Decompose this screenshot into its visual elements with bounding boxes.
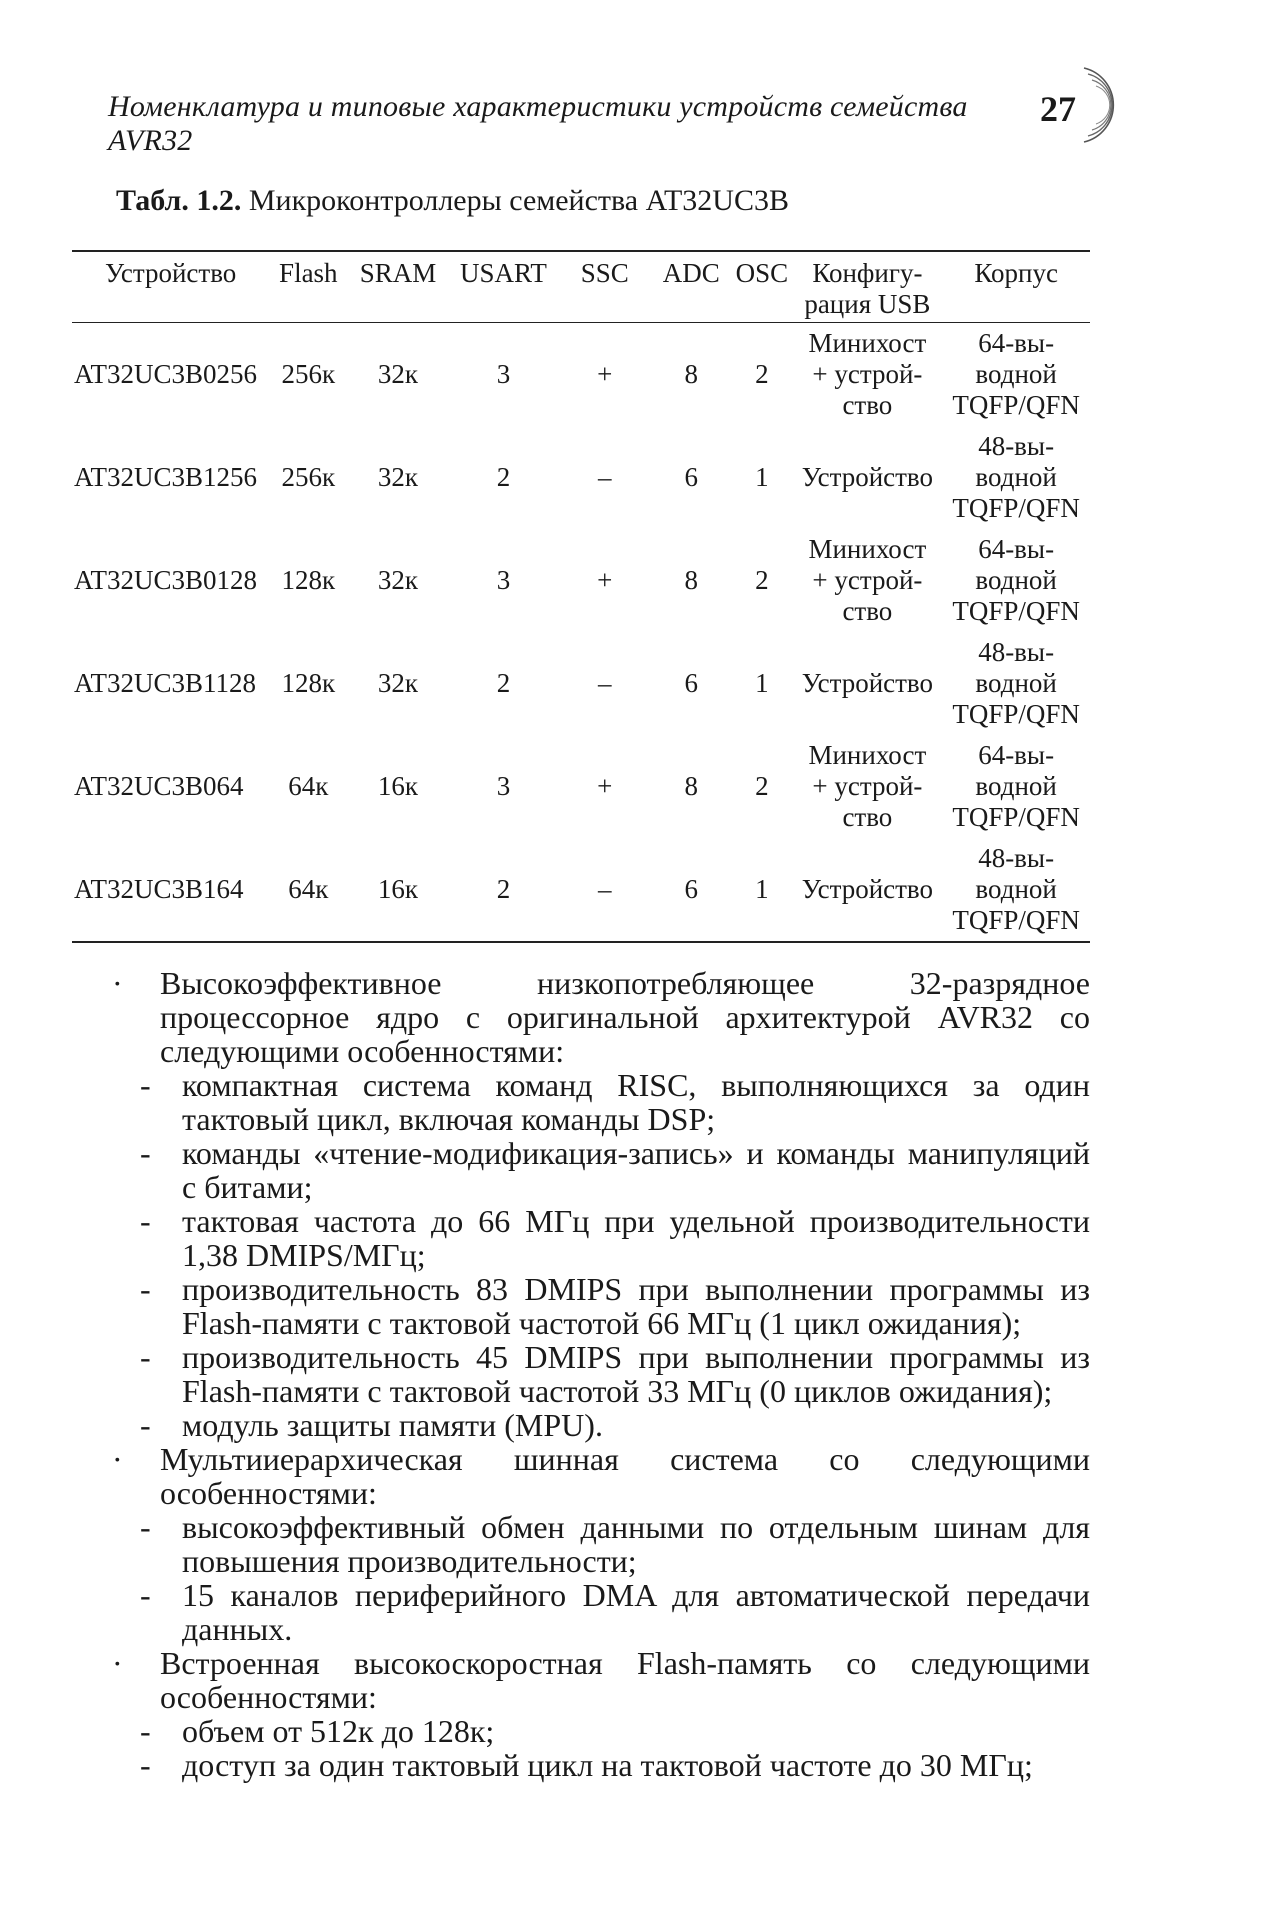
cell-flash: 128к — [281, 668, 336, 698]
cell-osc: 2 — [755, 771, 769, 801]
dash-mark: - — [140, 1577, 151, 1613]
list-item — [138, 1204, 1090, 1272]
cell-sram: 32к — [377, 565, 419, 595]
list-item-text: высокоэффективный обмен данными по отдельным шинам для повышения производительности; — [182, 1509, 1090, 1579]
cell-flash: 128к — [281, 565, 336, 595]
dash-mark: - — [140, 1509, 151, 1545]
table-caption — [116, 184, 789, 218]
header-usart: USART — [449, 251, 559, 323]
list-item — [138, 1408, 1090, 1442]
bullet-mark: · — [112, 1441, 123, 1477]
list-item-text: 15 каналов периферийного DMA для автоматической передачи данных. — [182, 1577, 1090, 1647]
sub-list — [104, 1068, 1090, 1442]
list-item-text: компактная система команд RISC, выполняющихся за один тактовый цикл, включая команды DSP; — [182, 1067, 1090, 1137]
cell-usb-config: Минихост + устрой- ство — [808, 740, 927, 832]
cell-sram: 16к — [347, 838, 448, 942]
cell-usart: 3 — [496, 565, 511, 595]
cell-package: 64-вы- водной TQFP/QFN — [952, 740, 1080, 832]
list-item — [138, 1510, 1090, 1578]
cell-ssc: + — [597, 565, 613, 595]
bullet-mark: · — [112, 1645, 123, 1681]
cell-package: 48-вы- водной TQFP/QFN — [952, 431, 1080, 523]
running-header: Номенклатура и типовые характеристики устройств семейства AVR32 — [108, 90, 968, 157]
table-row — [72, 838, 1090, 942]
cell-sram: 16к — [377, 771, 419, 801]
table-row — [72, 529, 1090, 632]
microcontroller-table — [72, 250, 1090, 943]
table-header-row — [72, 251, 1090, 323]
cell-usart: 2 — [449, 838, 559, 942]
cell-flash: 256к — [281, 359, 336, 389]
list-item — [138, 1578, 1090, 1646]
cell-package: 48-вы- водной TQFP/QFN — [942, 838, 1090, 942]
bullet-text: Высокоэффективное низкопотребляющее 32-разрядное процессорное ядро с оригинальной архитектурой AVR32 со следующими особенностями: — [160, 965, 1090, 1069]
table-row — [72, 323, 1090, 427]
dash-mark: - — [140, 1067, 151, 1103]
dash-mark: - — [140, 1135, 151, 1171]
cell-sram: 32к — [377, 462, 419, 492]
cell-adc: 8 — [684, 359, 698, 389]
dash-mark: - — [140, 1271, 151, 1307]
list-item-text: тактовая частота до 66 МГц при удельной производительности 1,38 DMIPS/МГц; — [182, 1203, 1090, 1273]
bullet-paragraph — [104, 1646, 1090, 1714]
cell-device: AT32UC3B164 — [72, 838, 269, 942]
cell-adc: 8 — [684, 565, 698, 595]
cell-package: 48-вы- водной TQFP/QFN — [952, 637, 1080, 729]
dash-mark: - — [140, 1407, 151, 1443]
table-caption-label: Табл. 1.2. — [116, 184, 242, 217]
cell-ssc: – — [597, 462, 612, 492]
list-item-text: производительность 83 DMIPS при выполнении программы из Flash-памяти с тактовой частотой 66 МГц (1 цикл ожидания); — [182, 1271, 1090, 1341]
table-row — [72, 735, 1090, 838]
cell-sram: 32к — [377, 668, 419, 698]
header-device: Устройство — [72, 251, 269, 323]
cell-device: AT32UC3B0128 — [74, 565, 258, 595]
cell-usart: 2 — [496, 462, 511, 492]
list-item — [138, 1748, 1090, 1782]
body-text — [104, 966, 1090, 1782]
table-row — [72, 632, 1090, 735]
cell-usb-config: Устройство — [801, 668, 934, 698]
table-row — [72, 426, 1090, 529]
cell-ssc: + — [597, 359, 613, 389]
table-caption-text: Микроконтроллеры семейства AT32UC3B — [248, 184, 789, 217]
page-number: 27 — [1040, 89, 1076, 129]
cell-adc: 6 — [684, 462, 698, 492]
dash-mark: - — [140, 1339, 151, 1375]
bullet-text: Мультииерархическая шинная система со следующими особенностями: — [160, 1441, 1090, 1511]
cell-device: AT32UC3B0256 — [74, 359, 258, 389]
cell-usart: 3 — [496, 771, 511, 801]
cell-usart: 3 — [496, 359, 511, 389]
cell-usb-config: Устройство — [801, 462, 934, 492]
header-sram: SRAM — [347, 251, 448, 323]
cell-sram: 32к — [377, 359, 419, 389]
cell-device: AT32UC3B064 — [74, 771, 244, 801]
cell-adc: 6 — [651, 838, 731, 942]
cell-flash: 64к — [269, 838, 347, 942]
cell-usb-config: Минихост + устрой- ство — [808, 328, 927, 420]
cell-flash: 256к — [281, 462, 336, 492]
bullet-text: Встроенная высокоскоростная Flash-память со следующими особенностями: — [160, 1645, 1090, 1715]
cell-adc: 8 — [684, 771, 698, 801]
cell-device: AT32UC3B1128 — [74, 668, 257, 698]
cell-usb-config: Устройство — [792, 838, 942, 942]
cell-ssc: – — [558, 838, 651, 942]
cell-ssc: + — [597, 771, 613, 801]
bullet-mark: · — [112, 965, 123, 1001]
list-item-text: команды «чтение-модификация-запись» и команды манипуляций с битами; — [182, 1135, 1090, 1205]
sub-list — [104, 1510, 1090, 1646]
cell-osc: 2 — [755, 359, 769, 389]
cell-ssc: – — [597, 668, 612, 698]
list-item — [138, 1068, 1090, 1136]
list-item — [138, 1714, 1090, 1748]
cell-osc: 1 — [731, 838, 792, 942]
list-item — [138, 1340, 1090, 1408]
header-ssc: SSC — [558, 251, 651, 323]
header-usb-config: Конфигу- рация USB — [792, 251, 942, 323]
header-package: Корпус — [942, 251, 1090, 323]
cell-flash: 64к — [288, 771, 329, 801]
list-item — [138, 1136, 1090, 1204]
list-item-text: модуль защиты памяти (MPU). — [182, 1407, 603, 1443]
cell-usb-config: Минихост + устрой- ство — [808, 534, 927, 626]
cell-osc: 1 — [755, 668, 769, 698]
bullet-paragraph — [104, 1442, 1090, 1510]
list-item — [138, 1272, 1090, 1340]
header-flash: Flash — [269, 251, 347, 323]
cell-osc: 2 — [755, 565, 769, 595]
dash-mark: - — [140, 1713, 151, 1749]
header-osc: OSC — [731, 251, 792, 323]
dash-mark: - — [140, 1747, 151, 1783]
header-adc: ADC — [651, 251, 731, 323]
table-body — [72, 323, 1090, 943]
dash-mark: - — [140, 1203, 151, 1239]
bullet-paragraph — [104, 966, 1090, 1068]
cell-device: AT32UC3B1256 — [74, 462, 258, 492]
cell-osc: 1 — [755, 462, 769, 492]
cell-usart: 2 — [496, 668, 511, 698]
cell-package: 64-вы- водной TQFP/QFN — [952, 534, 1080, 626]
sub-list — [104, 1714, 1090, 1782]
cell-package: 64-вы- водной TQFP/QFN — [952, 328, 1080, 420]
list-item-text: доступ за один тактовый цикл на тактовой частоте до 30 МГц; — [182, 1747, 1033, 1783]
cell-adc: 6 — [684, 668, 698, 698]
list-item-text: объем от 512к до 128к; — [182, 1713, 495, 1749]
list-item-text: производительность 45 DMIPS при выполнении программы из Flash-памяти с тактовой частотой 33 МГц (0 циклов ожидания); — [182, 1339, 1090, 1409]
